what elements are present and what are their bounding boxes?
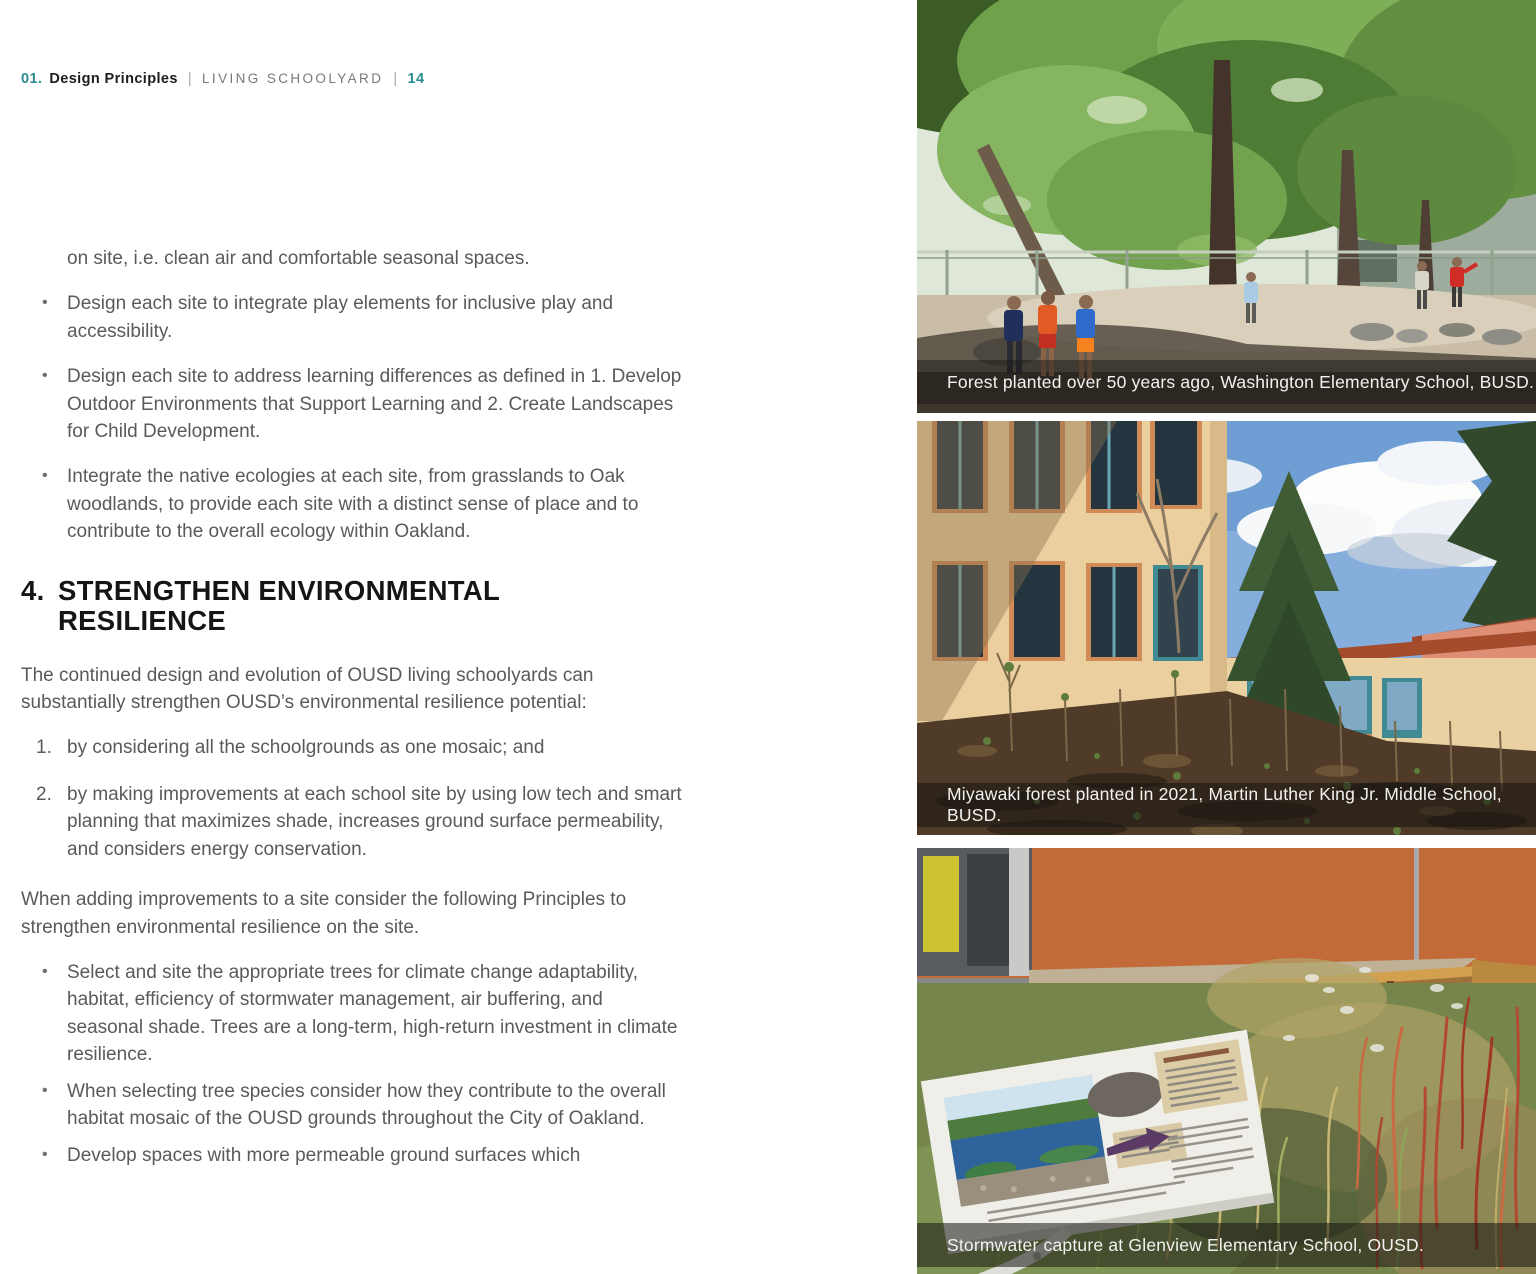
numbered-item-text: by considering all the schoolgrounds as one mosaic; and	[67, 737, 545, 759]
bullet-marker: •	[42, 367, 48, 385]
numbered-item	[21, 781, 683, 863]
heading-line-2: RESILIENCE	[58, 604, 227, 636]
page-number: 14	[407, 71, 425, 87]
bullet-text: Design each site to integrate play elements for inclusive play and accessibility.	[67, 293, 614, 342]
bullet-marker: •	[42, 962, 48, 980]
bullet-item	[21, 463, 683, 545]
header-separator: |	[187, 71, 193, 87]
numbered-item	[21, 734, 683, 761]
photo-miyawaki-illustration	[917, 421, 1536, 835]
bullet-marker: •	[42, 1081, 48, 1099]
bullet-item	[21, 363, 683, 445]
photo-stormwater-glenview	[917, 848, 1536, 1274]
photo-caption: Miyawaki forest planted in 2021, Martin Luther King Jr. Middle School, BUSD.	[917, 783, 1536, 827]
section-number: 01.	[21, 71, 43, 87]
bullet-text: Select and site the appropriate trees for climate change adaptability, habitat, efficiency of stormwater management, air buffering, and seasonal shade. Trees are a long-term, high-return investment in climate resilience.	[67, 961, 678, 1066]
heading-line-1: STRENGTHEN ENVIRONMENTAL	[58, 574, 501, 606]
photo-forest-washington	[917, 0, 1536, 413]
numbered-item-number: 1.	[36, 737, 52, 759]
bullet-item	[21, 1142, 683, 1169]
section-heading	[21, 576, 683, 636]
paragraph: When adding improvements to a site consider the following Principles to strengthen environmental resilience on the site.	[21, 889, 627, 938]
section-title: Design Principles	[49, 71, 178, 87]
bullet-text: Develop spaces with more permeable ground surfaces which	[67, 1145, 581, 1167]
photo-caption: Stormwater capture at Glenview Elementary School, OUSD.	[917, 1223, 1536, 1267]
continuation-text: on site, i.e. clean air and comfortable seasonal spaces.	[67, 248, 530, 269]
photo-miyawaki-mlk	[917, 421, 1536, 835]
text-column	[21, 245, 683, 1170]
bullet-item	[21, 1078, 683, 1133]
bullet-marker: •	[42, 294, 48, 312]
photo-forest-illustration	[917, 0, 1536, 413]
bullet-marker: •	[42, 1146, 48, 1164]
header-separator: |	[393, 71, 398, 87]
running-header	[21, 71, 424, 87]
bullet-text: When selecting tree species consider how they contribute to the overall habitat mosaic of the OUSD grounds throughout the City of Oakland.	[67, 1080, 666, 1129]
photo-caption: Forest planted over 50 years ago, Washington Elementary School, BUSD.	[917, 360, 1536, 404]
bullet-item	[21, 290, 683, 345]
numbered-item-text: by making improvements at each school site by using low tech and smart planning that maximizes shade, increases ground surface permeability, and considers energy conservation.	[67, 783, 682, 860]
heading-number: 4.	[21, 574, 45, 606]
photo-stormwater-illustration	[917, 848, 1536, 1274]
numbered-item-number: 2.	[36, 783, 52, 805]
heading-text	[58, 576, 500, 636]
document-title: LIVING SCHOOLYARD	[202, 71, 384, 86]
bullet-item	[21, 959, 683, 1069]
bullet-text: Integrate the native ecologies at each site, from grasslands to Oak woodlands, to provide each site with a distinct sense of place and to contribute to the overall ecology within Oakland.	[67, 466, 639, 543]
paragraph: The continued design and evolution of OUSD living schoolyards can substantially strengthen OUSD’s environmental resilience potential:	[21, 664, 594, 714]
bullet-text: Design each site to address learning differences as defined in 1. Develop Outdoor Environments that Support Learning and 2. Create Landscapes for Child Development.	[67, 366, 682, 443]
bullet-marker: •	[42, 467, 48, 485]
